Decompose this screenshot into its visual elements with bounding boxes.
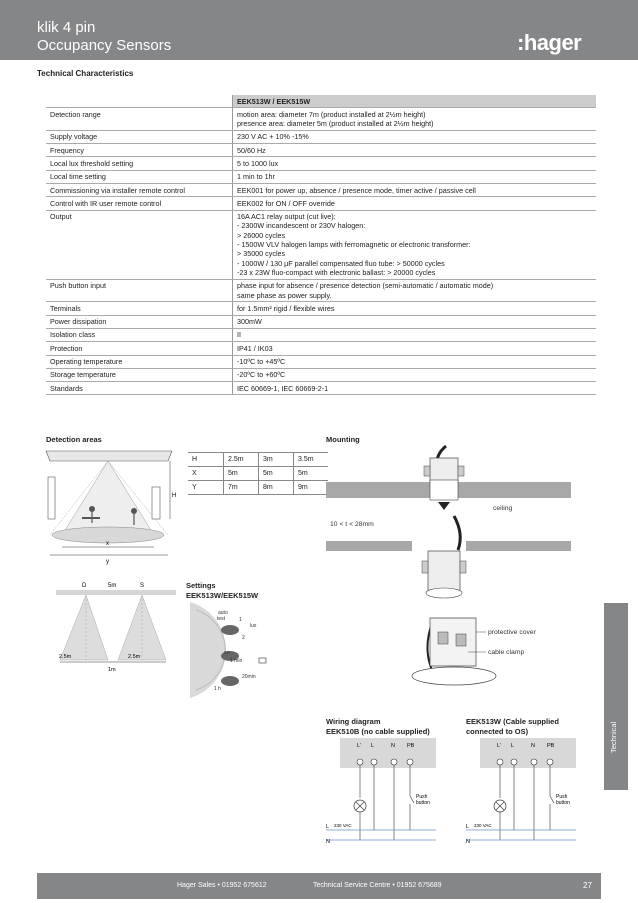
height-range-table: [188, 452, 328, 495]
row-value-line: > 35000 cycles: [237, 249, 286, 259]
detection-cone: [62, 461, 154, 535]
cable-clamp-label: cable clamp: [488, 649, 525, 656]
lux-label: lux: [250, 623, 257, 629]
row-label: Standards: [46, 382, 233, 395]
row-value-line: - 1000W / 130 µF parallel compensated fluo tube: > 50000 cycles: [237, 258, 445, 268]
n-label: N: [326, 839, 330, 845]
row-value: [233, 210, 597, 279]
table-header-blank: [46, 95, 233, 108]
d-label: D: [82, 583, 87, 589]
right-distance-label: 2.5m: [128, 654, 141, 660]
row-label: Local lux threshold setting: [46, 157, 233, 170]
row-label: Operating temperature: [46, 355, 233, 368]
row-value: [233, 279, 597, 302]
row-label: Detection range: [46, 108, 233, 131]
page-header: [0, 0, 638, 60]
row-value: [233, 197, 597, 210]
l-label: L: [466, 824, 470, 830]
door-left: [48, 477, 55, 519]
terminal-screw: [357, 759, 363, 765]
hx-row: [188, 481, 328, 495]
terminal-label: N: [531, 743, 535, 749]
row-value-line: same phase as power supply.: [237, 290, 332, 300]
table-row: [46, 368, 596, 381]
tech-characteristics-table: [46, 95, 596, 395]
side-tab: [604, 603, 628, 790]
y-label: y: [106, 559, 109, 565]
row-value-line: phase input for absence / presence detection (semi-automatic / automatic mode): [237, 281, 494, 291]
section-title: Technical Characteristics: [37, 69, 134, 78]
thickness-label: 10 < t < 28mm: [330, 521, 374, 528]
one-m-label: 1m: [108, 667, 116, 673]
terminal-screw: [391, 759, 397, 765]
row-value-line: 1 min to 1hr: [237, 172, 275, 182]
cone-left: [60, 595, 108, 660]
row-value-line: > 26000 cycles: [237, 230, 286, 240]
table-row: [46, 130, 596, 143]
corridor-ceiling: [56, 590, 176, 595]
sensor-detail: [430, 618, 476, 666]
terminal-screw: [531, 759, 537, 765]
wiring-2-subtitle: connected to OS): [466, 727, 529, 736]
row-value-line: IP41 / IK03: [237, 343, 273, 353]
test-label: test: [217, 616, 226, 622]
row-value-line: -10ºC to +45ºC: [237, 357, 286, 367]
row-value-line: 50/60 Hz: [237, 145, 266, 155]
terminal-label: L': [357, 743, 362, 749]
table-row: [46, 382, 596, 395]
row-value-line: 16A AC1 relay output (cut live):: [237, 212, 336, 222]
row-value: [233, 170, 597, 183]
row-value: [233, 315, 597, 328]
mounting-diagram: [326, 446, 571, 691]
one-h-label: 1 h: [214, 686, 221, 692]
table-row: [46, 210, 596, 279]
terminal-label: N: [391, 743, 395, 749]
push-button-switch: [550, 796, 554, 803]
timer-dial: [221, 676, 239, 686]
hx-value: 3.5m: [294, 453, 329, 467]
button-label: button: [556, 800, 570, 806]
row-value-line: 230 V AC + 10% -15%: [237, 132, 309, 142]
row-value: [233, 382, 597, 395]
row-label: Output: [46, 210, 233, 279]
table-row: [46, 302, 596, 315]
hager-logo: :hager: [517, 30, 582, 55]
terminal-label: PB: [407, 743, 415, 749]
hx-key: X: [188, 467, 224, 481]
mounting-title: Mounting: [326, 435, 360, 444]
row-value: [233, 184, 597, 197]
row-label: Control with IR user remote control: [46, 197, 233, 210]
hx-value: 5m: [224, 467, 259, 481]
table-header-row: [46, 95, 596, 108]
hx-row: [188, 453, 328, 467]
on-label: on: [224, 650, 230, 656]
table-row: [46, 342, 596, 355]
row-label: Isolation class: [46, 328, 233, 341]
terminal-label: L: [511, 743, 515, 749]
x-label: x: [106, 541, 109, 547]
row-label: Push button input: [46, 279, 233, 302]
row-value-line: EEK001 for power up, absence / presence mode, timer active / passive cell: [237, 185, 476, 195]
row-value-line: for 1.5mm² rigid / flexible wires: [237, 303, 335, 313]
one-label: 1: [239, 617, 242, 623]
row-label: Protection: [46, 342, 233, 355]
row-label: Commissioning via installer remote control: [46, 184, 233, 197]
detection-areas-title: Detection areas: [46, 435, 102, 444]
button-label: button: [416, 800, 430, 806]
table-row: [46, 328, 596, 341]
n-label: N: [466, 839, 470, 845]
terminal-screw: [371, 759, 377, 765]
auto-label: auto: [218, 610, 228, 616]
l-label: L: [326, 824, 330, 830]
terminal-screw: [497, 759, 503, 765]
row-value: [233, 368, 597, 381]
header-title-line2: Occupancy Sensors: [37, 37, 172, 54]
wiring-1-title: Wiring diagram: [326, 717, 381, 726]
page-number: 27: [583, 881, 592, 890]
settings-dial-diagram: [186, 602, 286, 700]
table-row: [46, 108, 596, 131]
push-button-switch: [410, 796, 414, 803]
ceiling-label: ceiling: [493, 505, 513, 512]
row-label: Supply voltage: [46, 130, 233, 143]
left-distance-label: 2.5m: [59, 654, 72, 660]
row-value-line: presence area: diameter 5m (product installed at 2½m height): [237, 119, 434, 129]
row-value: [233, 157, 597, 170]
terminal-screw: [407, 759, 413, 765]
door-right: [152, 487, 160, 519]
supply-label: 230 VAC: [474, 823, 492, 828]
table-row: [46, 315, 596, 328]
sensor-block: [480, 738, 576, 768]
h-label: H: [172, 493, 177, 499]
row-value: [233, 144, 597, 157]
hx-value: 5m: [294, 467, 329, 481]
row-value-line: EEK002 for ON / OFF override: [237, 198, 335, 208]
hx-value: 8m: [259, 481, 294, 495]
row-value-line: 5 to 1000 lux: [237, 158, 279, 168]
ceiling-bar-right: [466, 541, 571, 551]
model-header: EEK513W / EEK515W: [233, 95, 597, 108]
hx-key: H: [188, 453, 224, 467]
five-m-label: 5m: [108, 583, 117, 589]
terminal-label: L': [497, 743, 502, 749]
row-value: [233, 108, 597, 131]
sensor-body-bottom: [428, 551, 460, 591]
side-tab-label: Technical: [609, 721, 618, 753]
header-title-line1: klik 4 pin: [37, 19, 96, 36]
hx-key: Y: [188, 481, 224, 495]
page-footer: [37, 873, 601, 899]
row-value: [233, 302, 597, 315]
room-detection-diagram: [42, 447, 177, 567]
hx-value: 7m: [224, 481, 259, 495]
row-label: Local time setting: [46, 170, 233, 183]
hx-value: 2.5m: [224, 453, 259, 467]
wiring-diagram-2: [466, 738, 576, 850]
ceiling-shape: [46, 451, 172, 461]
settings-model: EEK513W/EEK515W: [186, 591, 259, 600]
row-value-line: - 1500W VLV halogen lamps with ferromagnetic or electronic transformer:: [237, 240, 471, 250]
row-value: [233, 130, 597, 143]
row-value-line: 300mW: [237, 317, 262, 327]
one-min-label: 1 min: [230, 658, 243, 664]
terminal-screw: [511, 759, 517, 765]
row-value-line: motion area: diameter 7m (product installed at 2½m height): [237, 109, 426, 119]
footer-sales: Hager Sales • 01952 675612: [177, 882, 267, 889]
table-row: [46, 170, 596, 183]
terminal-screw: [547, 759, 553, 765]
wiring-diagram-1: [326, 738, 436, 850]
row-value-line: IEC 60669-1, IEC 60669-2-1: [237, 383, 329, 393]
ceiling-bar-left: [326, 541, 412, 551]
lux-dial: [221, 625, 239, 635]
push-label: Push: [556, 794, 568, 800]
protective-cover-label: protective cover: [488, 629, 536, 636]
row-label: Terminals: [46, 302, 233, 315]
row-value-line: - 2300W incandescent or 230V halogen:: [237, 221, 366, 231]
settings-title: Settings: [186, 581, 216, 590]
row-value-line: -20ºC to +60ºC: [237, 370, 286, 380]
table-row: [46, 197, 596, 210]
twenty-min-label: 20min: [242, 674, 256, 680]
row-value: [233, 342, 597, 355]
supply-label: 230 VAC: [334, 823, 352, 828]
wiring-1-subtitle: EEK510B (no cable supplied): [326, 727, 430, 736]
row-value: [233, 355, 597, 368]
table-row: [46, 144, 596, 157]
hx-row: [188, 467, 328, 481]
row-label: Power dissipation: [46, 315, 233, 328]
table-row: [46, 157, 596, 170]
footer-service: Technical Service Centre • 01952 675689: [313, 882, 442, 889]
row-label: Frequency: [46, 144, 233, 157]
hx-value: 3m: [259, 453, 294, 467]
terminal-label: PB: [547, 743, 555, 749]
hx-value: 9m: [294, 481, 329, 495]
checkbox-icon: [259, 658, 266, 663]
terminal-label: L: [371, 743, 375, 749]
row-label: Storage temperature: [46, 368, 233, 381]
table-row: [46, 355, 596, 368]
row-value-line: II: [237, 330, 241, 340]
sensor-block: [340, 738, 436, 768]
corridor-detection-diagram: [56, 580, 176, 675]
table-row: [46, 184, 596, 197]
row-value: [233, 328, 597, 341]
hx-value: 5m: [259, 467, 294, 481]
row-value-line: -23 x 23W fluo-compact with electronic ballast: > 20000 cycles: [237, 267, 436, 277]
s-label: S: [140, 583, 145, 589]
push-label: Push: [416, 794, 428, 800]
wiring-2-title: EEK513W (Cable supplied: [466, 717, 559, 726]
two-label: 2: [242, 635, 245, 641]
table-row: [46, 279, 596, 302]
